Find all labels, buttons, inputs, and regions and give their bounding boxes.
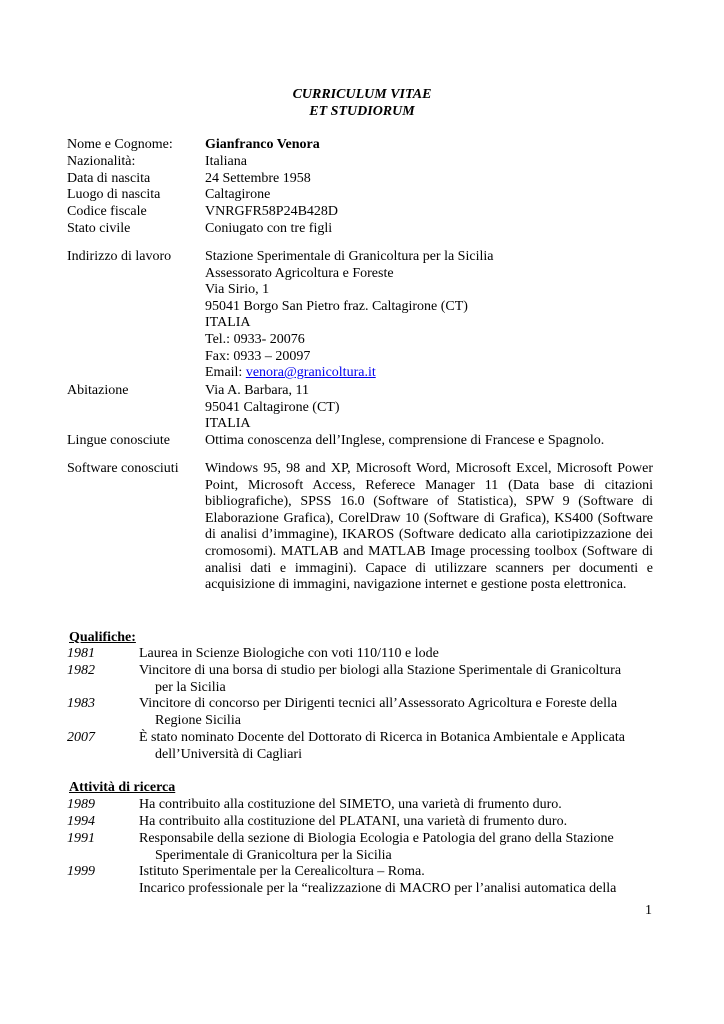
entry-text [139,696,653,729]
entry-text [139,646,653,663]
entry-year: 1991 [67,831,95,846]
entry-year: 1994 [67,814,95,829]
address-line: Via Sirio, 1 [205,282,270,298]
field-label: Abitazione [67,383,129,398]
entry-text-cont: Sperimentale di Granicoltura per la Sicilia [155,847,392,863]
section-title-attivita: Attività di ricerca [69,780,176,795]
field-label: Lingue conosciute [67,433,171,448]
email-line [205,365,653,382]
entry-year: 1981 [67,646,95,661]
address-line: Via A. Barbara, 11 [205,383,309,398]
entry-text-cont: Regione Sicilia [155,712,241,728]
entry-text [139,831,653,864]
email-link[interactable]: venora@granicoltura.it [245,365,376,381]
field-value: Coniugato con tre figli [205,221,333,236]
entry-text-cont: dell’Università di Cagliari [155,746,302,762]
attivita-entry [67,797,653,814]
attivita-entry [67,864,653,881]
entry-text [139,864,653,881]
cv-title-line2: ET STUDIORUM [309,104,415,119]
entry-text-first: Ha contribuito alla costituzione del PLATANI, una varietà di frumento duro. [139,814,568,829]
entry-year: 1989 [67,797,95,812]
entry-text-first: Responsabile della sezione di Biologia Ecologia e Patologia del grano della Stazione [139,831,614,846]
page-number: 1 [645,903,652,918]
work-address [67,249,653,383]
field-nazionalita [67,154,653,171]
field-label: Software conosciuti [67,461,179,476]
entry-year: 2007 [67,730,95,745]
entry-text-first: Vincitore di una borsa di studio per biologi alla Stazione Sperimentale di Granicoltura [139,663,622,678]
phone-line: Tel.: 0933- 20076 [205,331,305,347]
field-data-nascita [67,171,653,188]
entry-text-first: Ha contribuito alla costituzione del SIMETO, una varietà di frumento duro. [139,797,562,812]
entry-text-cont: per la Sicilia [155,679,226,695]
home-address [67,383,653,433]
attivita-entry [67,831,653,865]
languages [67,433,653,450]
entry-text [139,797,653,814]
entry-year: 1983 [67,696,95,711]
attivita-entry [67,881,653,898]
field-label: Stato civile [67,221,131,236]
field-value: Caltagirone [205,187,271,202]
qualifica-entry [67,646,653,663]
field-luogo-nascita [67,187,653,204]
software [67,461,653,611]
entry-text-first: Laurea in Scienze Biologiche con voti 110/110 e lode [139,646,439,661]
entry-text [139,730,653,763]
section-title-qualifiche: Qualifiche: [69,630,136,645]
field-stato-civile [67,221,653,238]
attivita-entry [67,814,653,831]
address-line: Stazione Sperimentale di Granicoltura per la Sicilia [205,249,494,264]
qualifica-entry [67,696,653,730]
work-address-lines [205,249,653,382]
address-line: ITALIA [205,315,251,331]
field-codice-fiscale [67,204,653,221]
field-label: Nazionalità: [67,154,136,169]
qualifica-entry [67,663,653,697]
address-line: 95041 Borgo San Pietro fraz. Caltagirone (CT) [205,298,468,314]
entry-text-first: Vincitore di concorso per Dirigenti tecnici all’Assessorato Agricoltura e Foreste della [139,696,618,711]
software-description: Windows 95, 98 and XP, Microsoft Word, Microsoft Excel, Microsoft Power Point, Microsoft Access, Referece Manager 11 (Data base di citazioni bibliografiche), SPSS 16.0 (Software of Statistica), SPW 9 (Software di Elaborazione Grafica), CorelDraw 10 (Software di Grafica), KS400 (Software di analisi d’immagine), IKAROS (Software dedicato alla cariotipizzazione dei cromosomi). MATLAB and MATLAB Image processing toolbox (Software di analisi dati e immagini). Capace di utilizzare scanners per documenti e acquisizione di immagini, navigazione internet e gestione posta elettronica. [205,461,653,593]
address-line: 95041 Caltagirone (CT) [205,399,340,415]
cv-title-line1: CURRICULUM VITAE [292,87,432,102]
field-value: Italiana [205,154,247,169]
qualifica-entry [67,730,653,764]
address-line: ITALIA [205,416,251,432]
fax-line: Fax: 0933 – 20097 [205,348,311,364]
field-label: Luogo di nascita [67,187,161,202]
entry-year: 1999 [67,864,95,879]
field-label: Data di nascita [67,171,151,186]
field-label: Codice fiscale [67,204,147,219]
entry-year: 1982 [67,663,95,678]
entry-text-first: È stato nominato Docente del Dottorato di Ricerca in Botanica Ambientale e Applicata [139,730,625,745]
entry-text [139,814,653,831]
email-prefix: Email: [205,365,246,381]
entry-text [139,881,653,898]
field-value: Ottima conoscenza dell’Inglese, comprensione di Francese e Spagnolo. [205,433,605,448]
address-line: Assessorato Agricoltura e Foreste [205,265,394,281]
entry-text-first: Istituto Sperimentale per la Cerealicoltura – Roma. [139,864,425,879]
field-value: VNRGFR58P24B428D [205,204,339,219]
home-address-lines [205,383,653,433]
field-nome [67,137,653,154]
field-value: Gianfranco Venora [205,137,320,152]
field-label: Nome e Cognome: [67,137,173,152]
field-value: 24 Settembre 1958 [205,171,311,186]
entry-text [139,663,653,696]
field-label: Indirizzo di lavoro [67,249,172,264]
entry-text-first: Incarico professionale per la “realizzazione di MACRO per l’analisi automatica della [139,881,617,896]
